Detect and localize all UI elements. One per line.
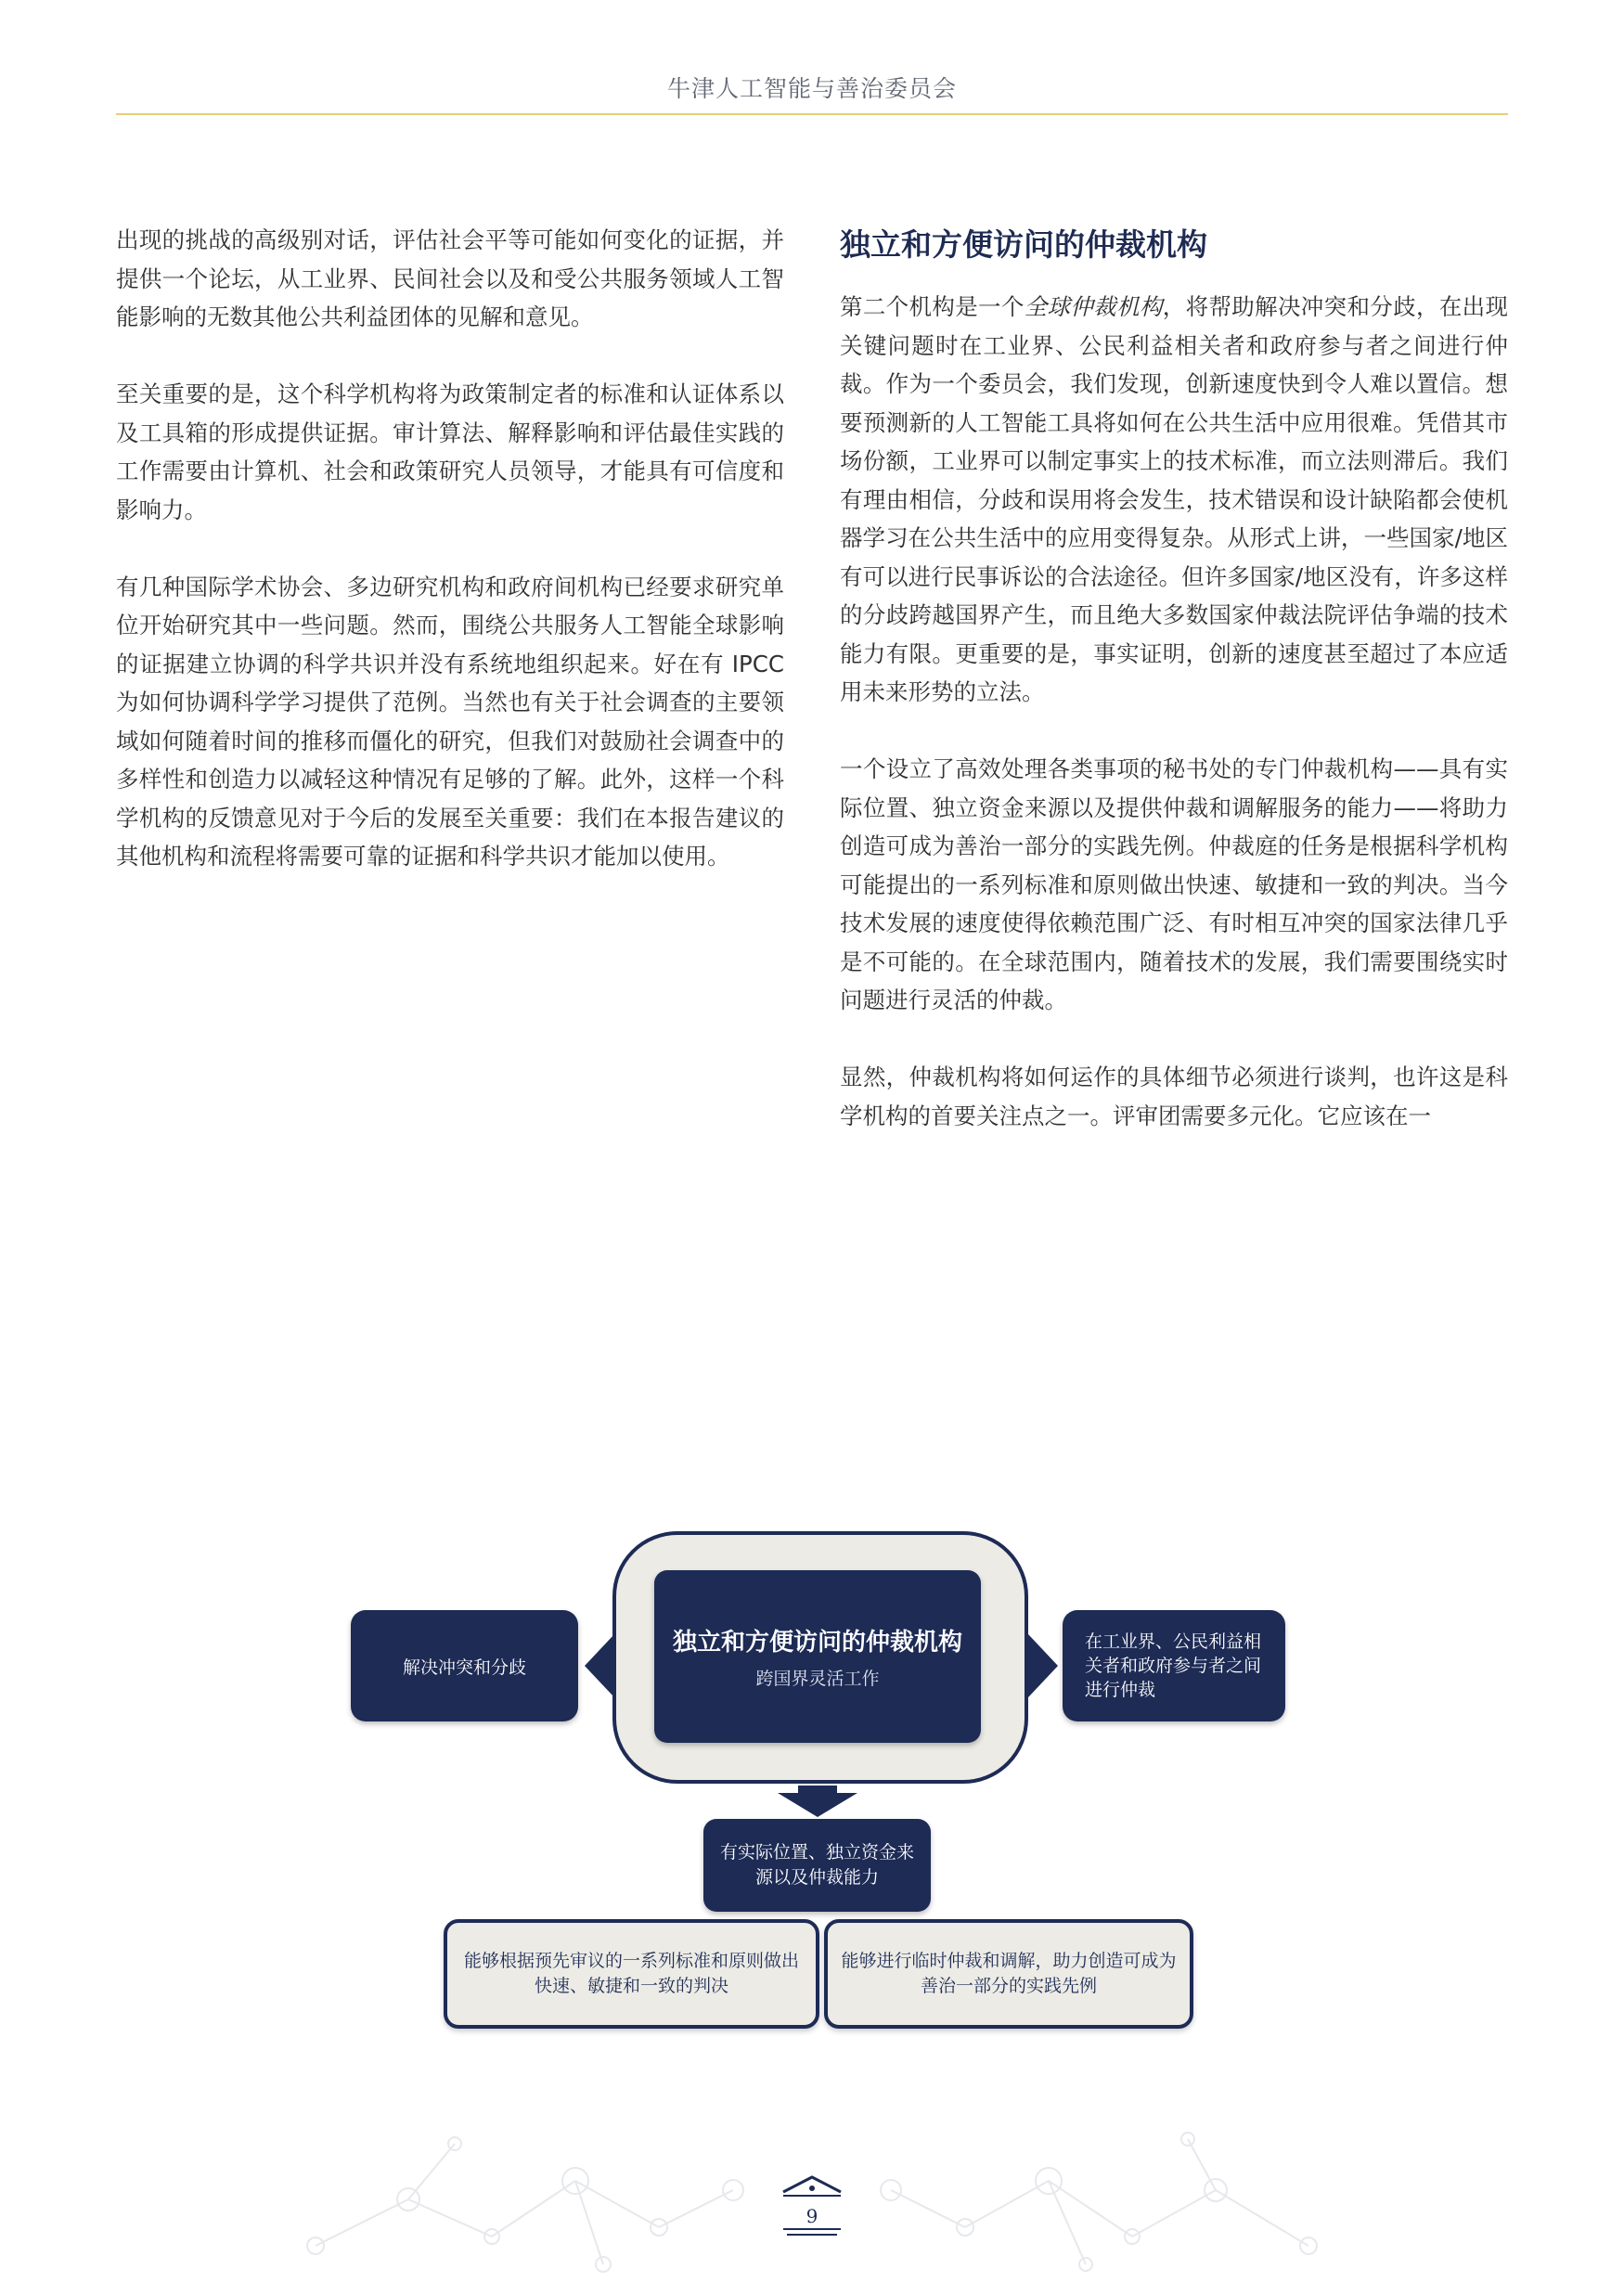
node-consistent-rulings bbox=[444, 1919, 819, 2029]
node-physical-presence-label: 有实际位置、独立资金来源以及仲裁能力 bbox=[720, 1842, 915, 1888]
p1-text-after: ，将帮助解决冲突和分歧，在出现关键问题时在工业界、公民利益相关者和政府参与者之间进行仲裁。作为一个委员会，我们发现，创新速度快到令人难以置信。想要预测新的人工智能工具将如何在公共生活中应用很难。凭借其市场份额，工业界可以制定事实上的技术标准，而立法则滞后。我们有理由相信，分歧和误用将会发生，技术错误和设计缺陷都会使机器学习在公共生活中的应用变得复杂。从形式上讲，一些国家/地区有可以进行民事诉讼的合法途径。但许多国家/地区没有，许多这样的分歧跨越国界产生，而且绝大多数国家仲裁法院评估争端的技术能力有限。更重要的是，事实证明，创新的速度甚至超过了本应适用未来形势的立法。 bbox=[840, 293, 1509, 705]
right-paragraph-1 bbox=[840, 288, 1508, 712]
left-paragraph-1: 出现的挑战的高级别对话，评估社会平等可能如何变化的证据，并提供一个论坛，从工业界、民间社会以及和受公共服务领域人工智能影响的无数其他公共利益团体的见解和意见。 bbox=[116, 226, 784, 330]
running-header: 牛津人工智能与善治委员会 bbox=[666, 75, 957, 102]
p1-emphasis: 全球仲裁机构 bbox=[1024, 293, 1163, 320]
left-paragraph-3: 有几种国际学术协会、多边研究机构和政府间机构已经要求研究单位开始研究其中一些问题。然而，围绕公共服务人工智能全球影响的证据建立协调的科学共识并没有系统地组织起来。好在有 IPCC 为如何协调科学学习提供了范例。当然也有关于社会调查的主要领域如何随着时间的推移而僵化的研究，但我们对鼓励社会调查中的多样性和创造力以减轻这种情况有足够的了解。此外，这样一个科学机构的反馈意见对于今后的发展至关重要：我们在本报告建议的其他机构和流程将需要可靠的证据和科学共识才能加以使用。 bbox=[116, 573, 784, 870]
center-node-title: 独立和方便访问的仲裁机构 bbox=[672, 1629, 962, 1657]
node-arbitrate-parties bbox=[1063, 1610, 1285, 1721]
page-number: 9 bbox=[806, 2205, 818, 2227]
arrow-right-icon bbox=[1028, 1629, 1062, 1703]
node-consistent-rulings-label: 能够根据预先审议的一系列标准和原则做出快速、敏捷和一致的判决 bbox=[463, 1951, 799, 1996]
center-node bbox=[654, 1570, 981, 1743]
node-resolve-conflicts bbox=[351, 1610, 578, 1721]
right-column bbox=[840, 221, 1508, 1174]
arrow-left-icon bbox=[581, 1629, 614, 1703]
center-node-subtitle: 跨国界灵活工作 bbox=[755, 1669, 880, 1689]
left-column bbox=[116, 221, 784, 914]
node-physical-presence bbox=[703, 1819, 931, 1912]
node-precedents-label: 能够进行临时仲裁和调解，助力创造可成为善治一部分的实践先例 bbox=[841, 1951, 1177, 1996]
node-precedents bbox=[824, 1919, 1193, 2029]
right-paragraph-2: 一个设立了高效处理各类事项的秘书处的专门仲裁机构——具有实际位置、独立资金来源以及提供仲裁和调解服务的能力——将助力创造可成为善治一部分的实践先例。仲裁庭的任务是根据科学机构可能提出的一系列标准和原则做出快速、敏捷和一致的判决。当今技术发展的速度使得依赖范围广泛、有时相互冲突的国家法律几乎是不可能的。在全球范围内，随着技术的发展，我们需要围绕实时问题进行灵活的仲裁。 bbox=[840, 755, 1508, 1013]
right-paragraph-3: 显然，仲裁机构将如何运作的具体细节必须进行谈判，也许这是科学机构的首要关注点之一。评审团需要多元化。它应该在一 bbox=[840, 1064, 1508, 1129]
p1-text-before: 第二个机构是一个 bbox=[840, 293, 1025, 320]
left-paragraph-2: 至关重要的是，这个科学机构将为政策制定者的标准和认证体系以及工具箱的形成提供证据。审计算法、解释影响和评估最佳实践的工作需要由计算机、社会和政策研究人员领导，才能具有可信度和影响力。 bbox=[116, 380, 784, 523]
section-heading: 独立和方便访问的仲裁机构 bbox=[840, 226, 1207, 263]
arrow-down-icon bbox=[778, 1786, 857, 1817]
node-resolve-conflicts-label: 解决冲突和分歧 bbox=[402, 1657, 526, 1678]
header-rule bbox=[116, 113, 1508, 115]
node-arbitrate-parties-label: 在工业界、公民利益相关者和政府参与者之间进行仲裁 bbox=[1085, 1631, 1262, 1700]
